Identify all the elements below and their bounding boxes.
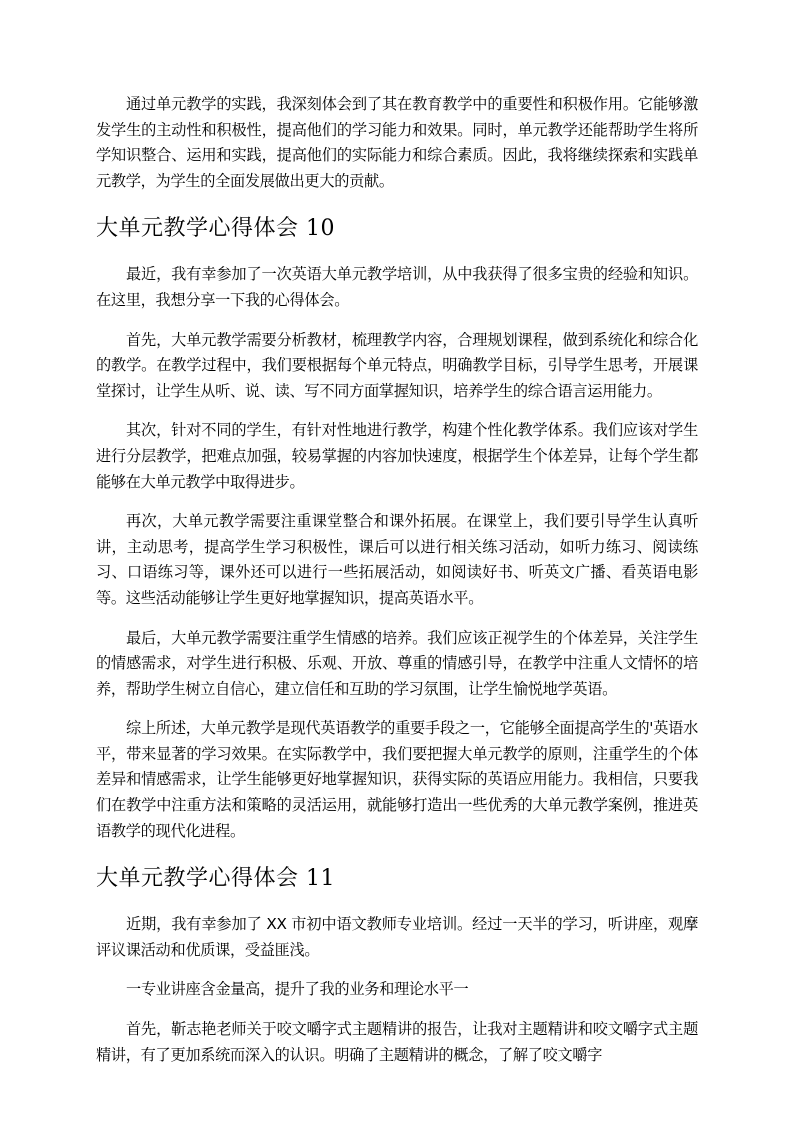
section-11-paragraph-2: 一专业讲座含金量高，提升了我的业务和理论水平一 [126,980,469,999]
section-10-paragraph-5: 最后，大单元教学需要注重学生情感的培养。我们应该正视学生的个体差异，关注学生的情感需求，对学生进行积极、乐观、开放、尊重的情感引导，在教学中注重人文情怀的培养，帮助学生树立自信心，建立信任和互助的学习氛围，让学生愉悦地学英语。 [96,628,698,698]
section-10-paragraph-1: 最近，我有幸参加了一次英语大单元教学培训，从中我获得了很多宝贵的经验和知识。在这里，我想分享一下我的心得体会。 [96,265,698,309]
section-11-paragraph-1: 近期，我有幸参加了 XX 市初中语文教师专业培训。经过一天半的学习，听讲座，观摩评议课活动和优质课，受益匪浅。 [96,915,698,959]
document-page [96,92,698,1082]
section-10-paragraph-3: 其次，针对不同的学生，有针对性地进行教学，构建个性化教学体系。我们应该对学生进行分层教学，把难点加强，较易掌握的内容加快速度，根据学生个体差异，让每个学生都能够在大单元教学中取得进步。 [96,421,698,491]
section-11-paragraph-3: 首先，靳志艳老师关于咬文嚼字式主题精讲的报告，让我对主题精讲和咬文嚼字式主题精讲，有了更加系统而深入的认识。明确了主题精讲的概念，了解了咬文嚼字 [96,1020,698,1064]
section-11-title: 大单元教学心得体会 11 [96,866,335,892]
section-10-heading [96,214,698,244]
section-11-heading [96,864,698,894]
intro-paragraph: 通过单元教学的实践，我深刻体会到了其在教育教学中的重要性和积极作用。它能够激发学生的主动性和积极性，提高他们的学习能力和效果。同时，单元教学还能帮助学生将所学知识整合、运用和实践，提高他们的实际能力和综合素质。因此，我将继续探索和实践单元教学，为学生的全面发展做出更大的贡献。 [96,95,698,190]
section-10-paragraph-2: 首先，大单元教学需要分析教材，梳理教学内容，合理规划课程，做到系统化和综合化的教学。在教学过程中，我们要根据每个单元特点，明确教学目标，引导学生思考，开展课堂探讨，让学生从听、说、读、写不同方面掌握知识，培养学生的综合语言运用能力。 [96,330,698,400]
section-10-paragraph-6: 综上所述，大单元教学是现代英语教学的重要手段之一，它能够全面提高学生的'英语水平，带来显著的学习效果。在实际教学中，我们要把握大单元教学的原则，注重学生的个体差异和情感需求，让学生能够更好地掌握知识，获得实际的英语应用能力。我相信，只要我们在教学中注重方法和策略的灵活运用，就能够打造出一些优秀的大单元教学案例，推进英语教学的现代化进程。 [96,719,698,840]
section-10-paragraph-4: 再次，大单元教学需要注重课堂整合和课外拓展。在课堂上，我们要引导学生认真听讲，主动思考，提高学生学习积极性，课后可以进行相关练习活动，如听力练习、阅读练习、口语练习等，课外还可以进行一些拓展活动，如阅读好书、听英文广播、看英语电影等。这些活动能够让学生更好地掌握知识，提高英语水平。 [96,512,698,607]
section-10-title: 大单元教学心得体会 10 [96,216,335,242]
